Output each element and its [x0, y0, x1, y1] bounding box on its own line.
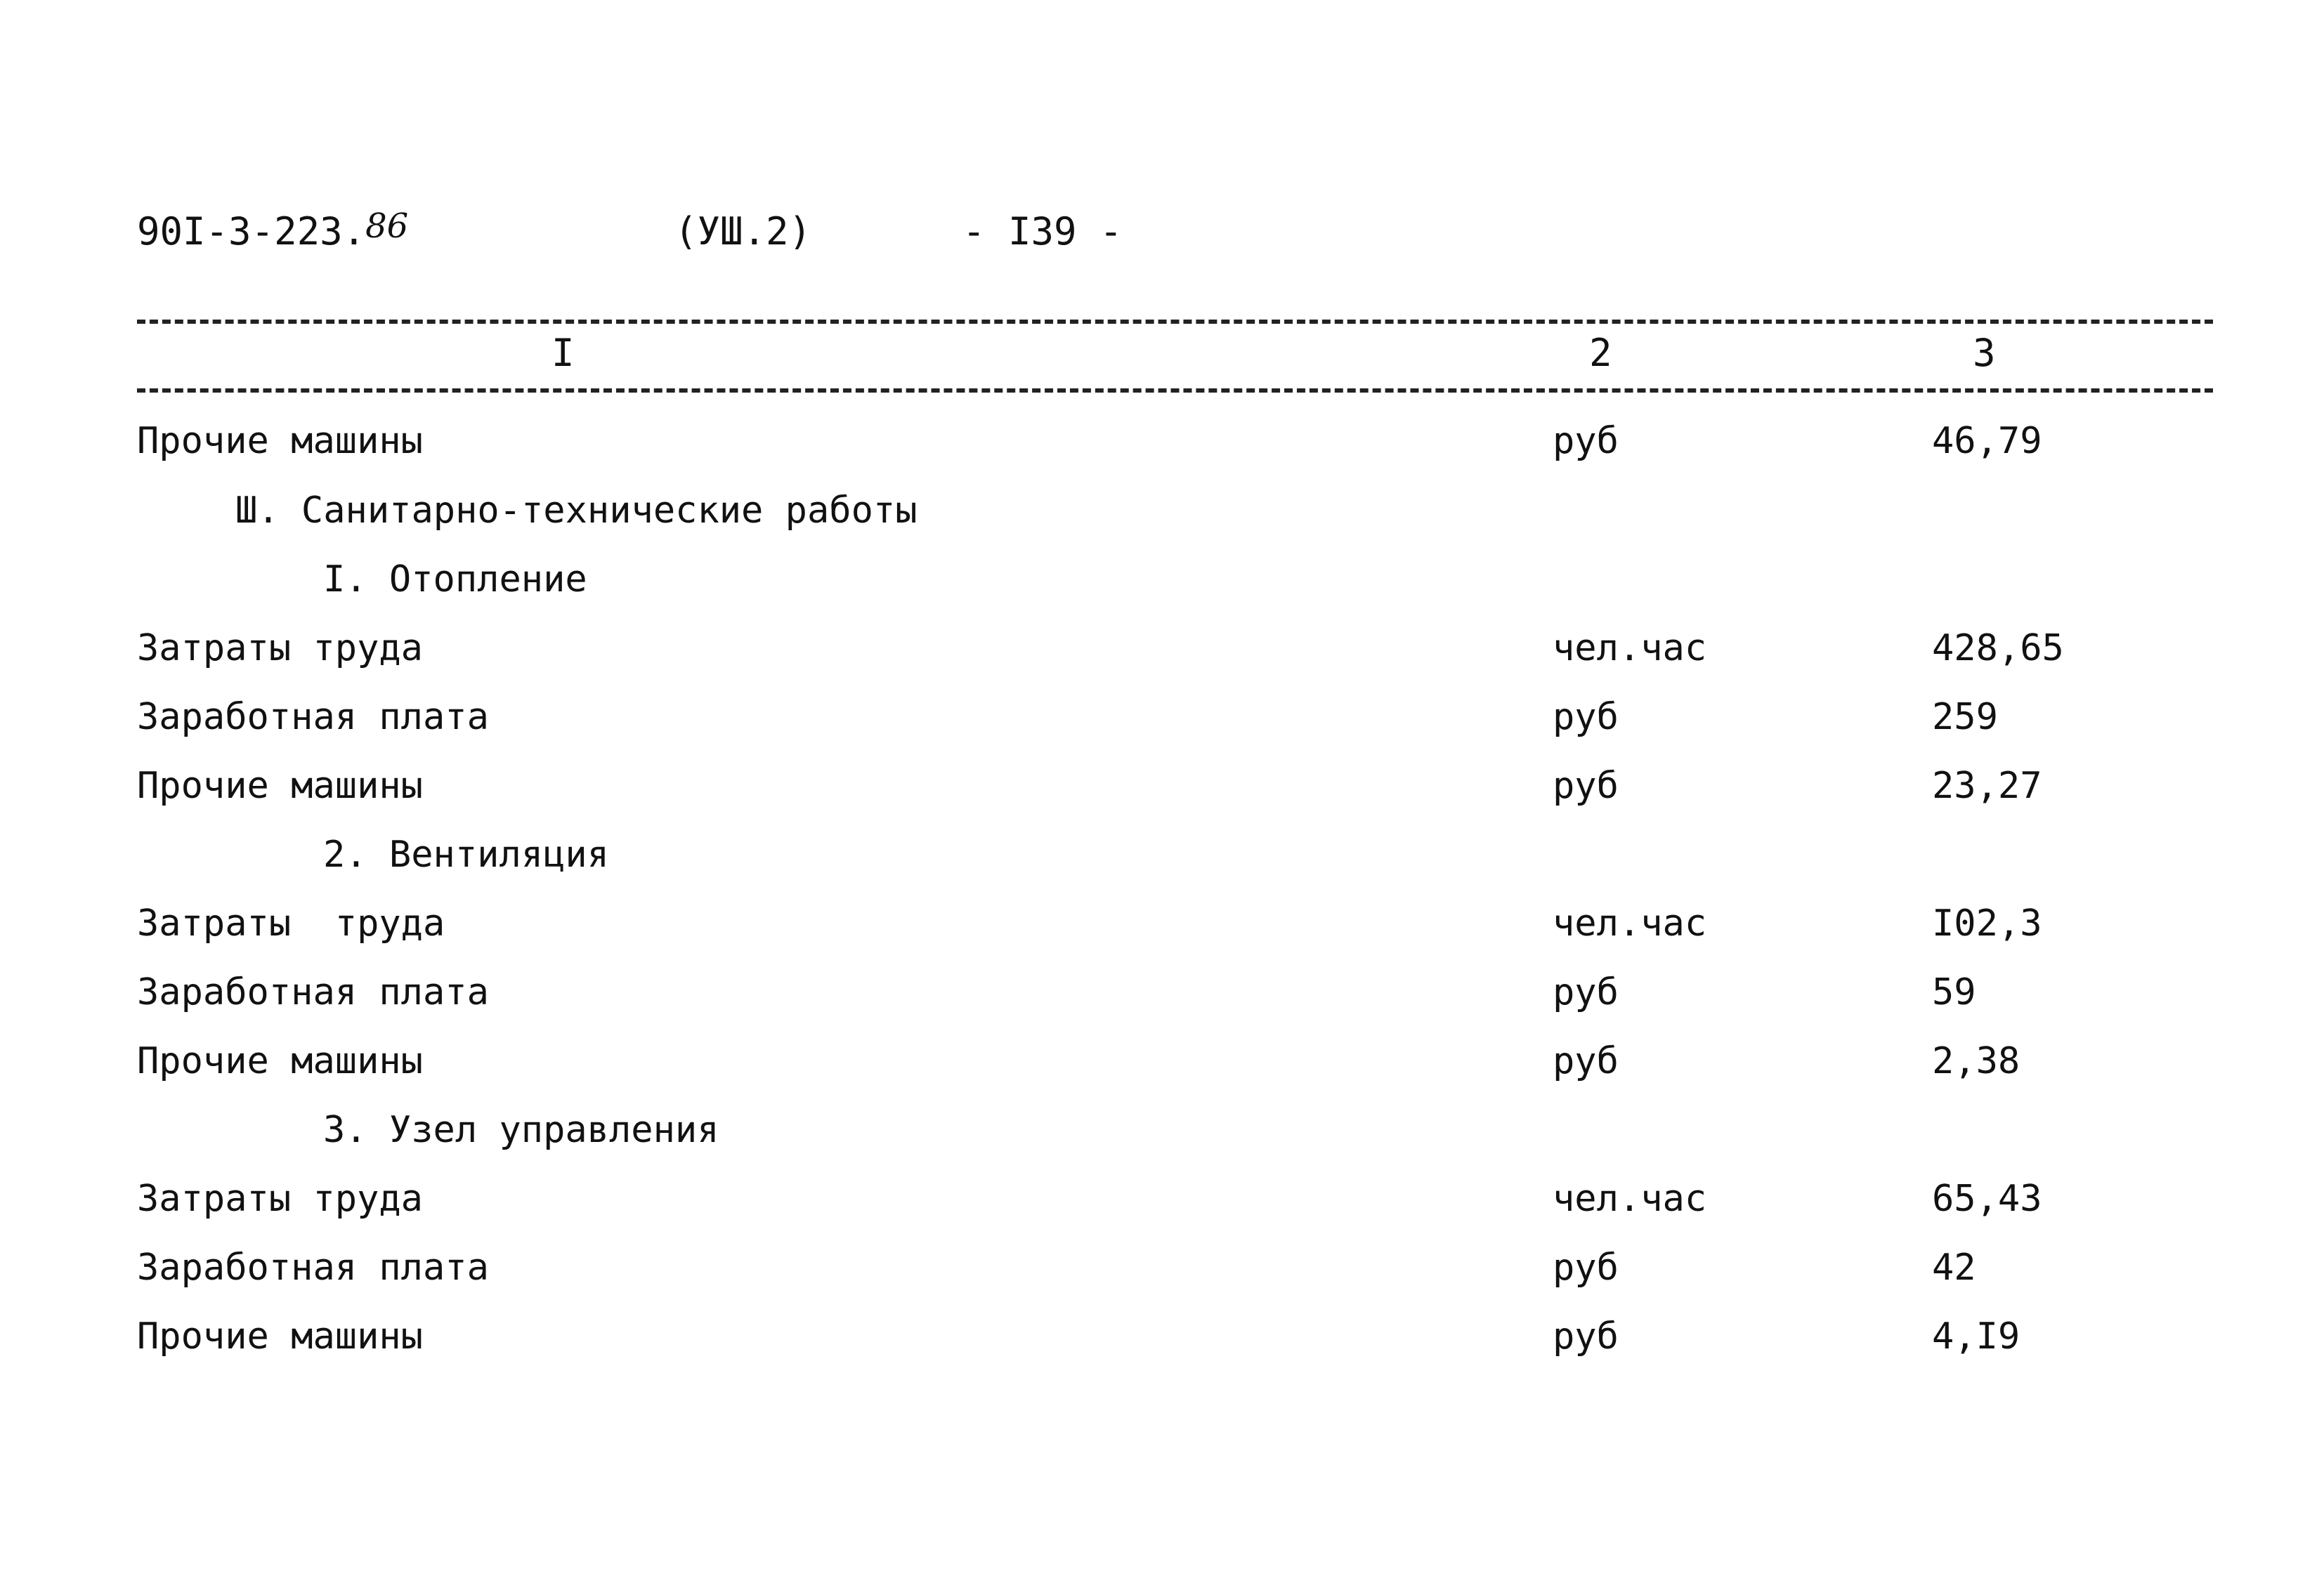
section-title: Ш. Санитарно-технические работы	[235, 490, 918, 532]
table-header-rule	[137, 388, 2213, 393]
column-number-2: 2	[1589, 331, 1612, 375]
table-row	[0, 1305, 2324, 1368]
table-row	[0, 892, 2324, 955]
row-value: 42	[1932, 1247, 1976, 1289]
row-unit: руб	[1553, 765, 1619, 807]
table-row	[0, 754, 2324, 817]
group-title-control-unit: 3. Узел управления	[323, 1109, 719, 1151]
row-unit: чел.час	[1553, 627, 1707, 669]
section-reference: (УШ.2)	[674, 209, 812, 254]
table-top-rule	[137, 320, 2213, 324]
row-value: 59	[1932, 971, 1976, 1013]
row-unit: руб	[1553, 1040, 1619, 1082]
row-name: Затраты труда	[137, 902, 445, 945]
row-value: 428,65	[1932, 627, 2064, 669]
row-name: Заработная плата	[137, 1247, 489, 1289]
table-row	[0, 409, 2324, 473]
row-value: I02,3	[1932, 902, 2042, 945]
row-unit: чел.час	[1553, 1178, 1707, 1220]
row-value: 65,43	[1932, 1178, 2042, 1220]
row-value: 4,I9	[1932, 1315, 2021, 1358]
table-row	[0, 1167, 2324, 1230]
row-unit: руб	[1553, 696, 1619, 738]
column-number-1: I	[551, 331, 575, 375]
row-name: Заработная плата	[137, 971, 489, 1013]
row-name: Прочие машины	[137, 1040, 423, 1082]
row-value: 2,38	[1932, 1040, 2021, 1082]
row-value: 46,79	[1932, 420, 2042, 462]
document-code-handwritten: 86	[365, 206, 409, 246]
table-row	[0, 1236, 2324, 1299]
row-name: Затраты труда	[137, 627, 423, 669]
row-name: Прочие машины	[137, 420, 423, 462]
group-title-ventilation: 2. Вентиляция	[323, 834, 609, 876]
row-name: Заработная плата	[137, 696, 489, 738]
row-unit: чел.час	[1553, 902, 1707, 945]
row-name: Затраты труда	[137, 1178, 423, 1220]
row-value: 259	[1932, 696, 1998, 738]
page-number: - I39 -	[962, 209, 1123, 254]
row-unit: руб	[1553, 1315, 1619, 1358]
group-title-heating: I. Отопление	[323, 558, 587, 600]
row-name: Прочие машины	[137, 1315, 423, 1358]
column-number-3: 3	[1973, 331, 1996, 375]
row-value: 23,27	[1932, 765, 2042, 807]
table-row	[0, 961, 2324, 1024]
table-row	[0, 685, 2324, 749]
table-row	[0, 617, 2324, 680]
table-row	[0, 1030, 2324, 1093]
row-unit: руб	[1553, 1247, 1619, 1289]
document-code	[137, 207, 408, 258]
document-code-typed: 90I-3-223.	[137, 209, 366, 254]
row-unit: руб	[1553, 971, 1619, 1013]
row-name: Прочие машины	[137, 765, 423, 807]
row-unit: руб	[1553, 420, 1619, 462]
